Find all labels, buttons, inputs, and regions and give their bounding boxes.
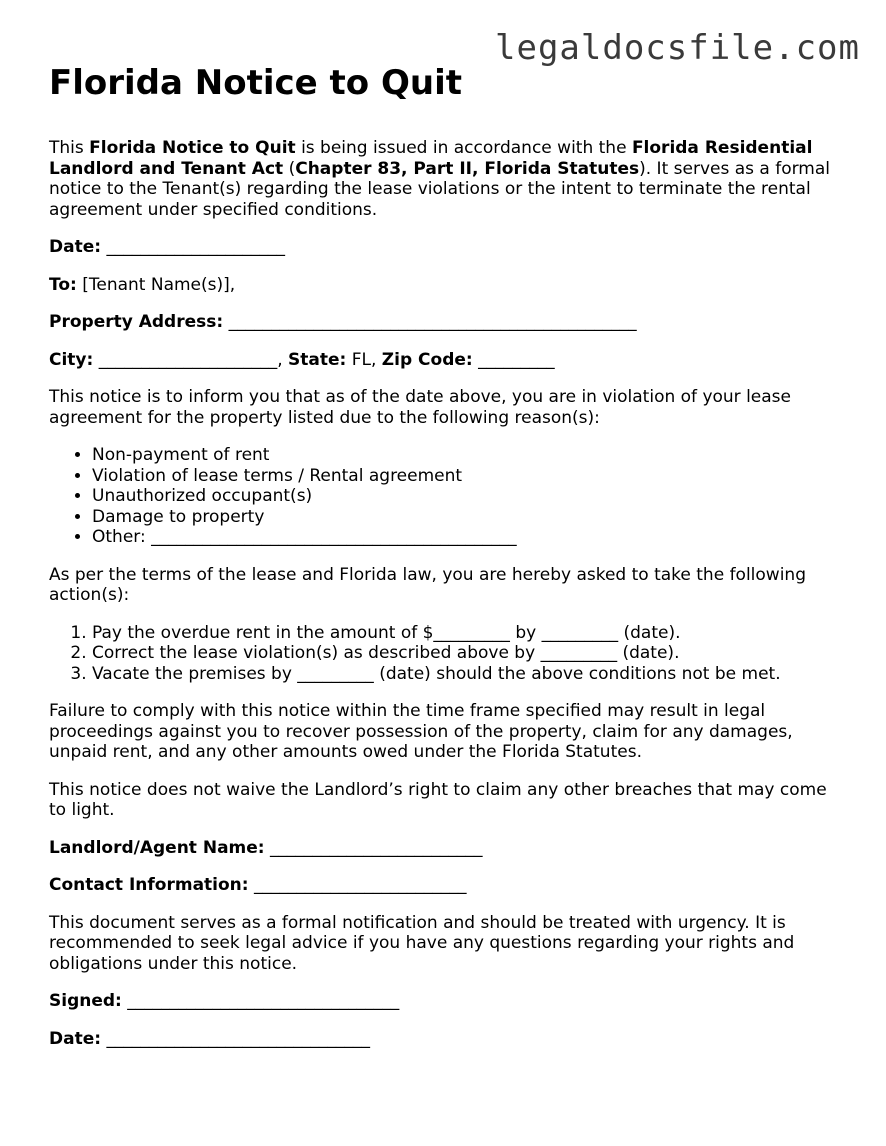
date-blank: _____________________ — [101, 237, 285, 257]
signed-field — [49, 991, 849, 1012]
list-item: 3. Vacate the premises by _________ (date) should the above conditions not be met. — [92, 664, 849, 685]
date-label: Date: — [49, 237, 102, 257]
urgency-paragraph: This document serves as a formal notification and should be treated with urgency. It is recommended to seek legal advice if you have any questions regarding your rights and obligations under this notice. — [49, 912, 795, 974]
property-address-field — [49, 312, 849, 333]
document-body — [49, 62, 849, 1066]
actions-list — [49, 623, 849, 685]
contact-info-field — [49, 875, 849, 896]
landlord-name-blank: _________________________ — [264, 837, 483, 858]
signature-date-field — [49, 1029, 849, 1050]
property-address-blank: ________________________________________________ — [223, 312, 637, 332]
state-value: FL, — [346, 349, 382, 370]
intro-text-3: ( — [283, 158, 296, 179]
site-watermark: legaldocsfile.com — [495, 28, 860, 68]
landlord-name-label: Landlord/Agent Name: — [49, 837, 265, 858]
list-item: • Damage to property — [92, 507, 849, 528]
waiver-paragraph: This notice does not waive the Landlord’s right to claim any other breaches that may come to light. — [49, 779, 827, 820]
city-state-zip-field — [49, 350, 849, 371]
property-address-label: Property Address: — [49, 312, 224, 332]
list-item: • Unauthorized occupant(s) — [92, 486, 849, 507]
tenant-name-placeholder: [Tenant Name(s)], — [76, 274, 236, 295]
signed-blank: ________________________________ — [121, 991, 400, 1011]
landlord-name-field — [49, 838, 849, 859]
date-field — [49, 237, 849, 258]
zip-blank: _________ — [472, 349, 555, 370]
list-item: • Other: ___________________________________________ — [92, 527, 849, 548]
list-item: 2. Correct the lease violation(s) as described above by _________ (date). — [92, 643, 849, 664]
intro-paragraph — [49, 138, 849, 220]
to-field — [49, 275, 849, 296]
list-item: • Violation of lease terms / Rental agreement — [92, 466, 849, 487]
intro-text-1: This — [49, 138, 90, 158]
contact-info-blank: _________________________ — [248, 875, 467, 895]
zip-label: Zip Code: — [381, 349, 473, 370]
form-name: Florida Notice to Quit — [89, 138, 296, 158]
signature-date-label: Date: — [49, 1028, 102, 1049]
contact-info-label: Contact Information: — [49, 875, 249, 895]
city-blank: _____________________, — [93, 349, 289, 370]
list-item: 1. Pay the overdue rent in the amount of $_________ by _________ (date). — [92, 623, 849, 644]
intro-text-4: ). It serves as a formal notice to the Tenant(s) regarding the lease violations or the intent to terminate the rental agreement under specified conditions. — [49, 158, 830, 220]
act-name: Florida Residential Landlord and Tenant Act — [49, 138, 813, 179]
signed-label: Signed: — [49, 991, 122, 1011]
violation-intro: This notice is to inform you that as of the date above, you are in violation of your lease agreement for the property listed due to the following reason(s): — [49, 387, 791, 428]
action-intro: As per the terms of the lease and Florida law, you are hereby asked to take the following action(s): — [49, 564, 806, 605]
intro-text-2: is being issued in accordance with the — [295, 138, 632, 158]
failure-paragraph: Failure to comply with this notice within the time frame specified may result in legal proceedings against you to recover possession of the property, claim for any damages, unpaid rent, and any other amounts owed under the Florida Statutes. — [49, 701, 793, 762]
state-label: State: — [288, 349, 347, 370]
city-label: City: — [49, 349, 94, 370]
to-label: To: — [49, 274, 77, 295]
document-title: Florida Notice to Quit — [49, 63, 463, 103]
list-item: • Non-payment of rent — [92, 445, 849, 466]
signature-date-blank: _______________________________ — [101, 1028, 370, 1049]
statute-name: Chapter 83, Part II, Florida Statutes — [295, 158, 640, 179]
reasons-list — [49, 445, 849, 548]
